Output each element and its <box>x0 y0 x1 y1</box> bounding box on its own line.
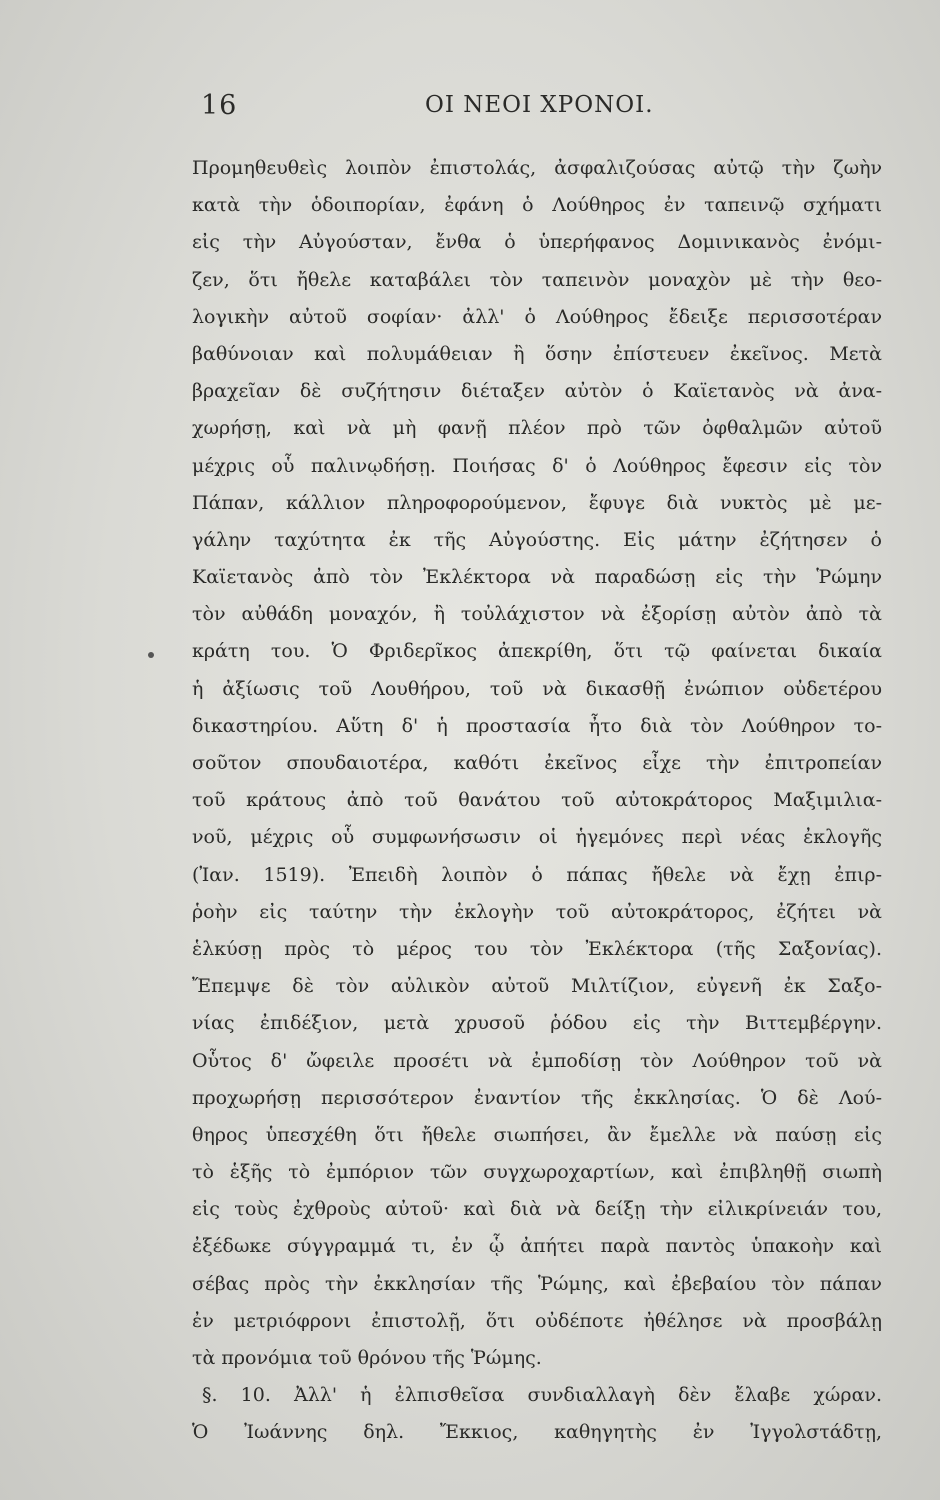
text-line: νίας ἐπιδέξιον, μετὰ χρυσοῦ ῥόδου εἰς τὴν Βιττεμβέργην. <box>192 1012 882 1035</box>
text-line: τὸν αὐθάδη μοναχόν, ἢ τοὐλάχιστον νὰ ἐξορίσῃ αὐτὸν ἀπὸ τὰ <box>192 603 882 626</box>
text-line: ἐξέδωκε σύγγραμμά τι, ἐν ᾧ ἀπήτει παρὰ παντὸς ὑπακοὴν καὶ <box>192 1235 882 1258</box>
section-heading-line: §. 10. Ἀλλ' ἡ ἐλπισθεῖσα συνδιαλλαγὴ δὲν ἔλαβε χώραν. <box>202 1384 882 1407</box>
text-line: εἰς τοὺς ἐχθροὺς αὐτοῦ· καὶ διὰ νὰ δείξῃ τὴν εἰλικρίνειάν του, <box>192 1198 882 1221</box>
text-line: ἐν μετριόφρονι ἐπιστολῇ, ὅτι οὐδέποτε ἠθέλησε νὰ προσβάλῃ <box>192 1309 882 1332</box>
text-line: Προμηθευθεὶς λοιπὸν ἐπιστολάς, ἀσφαλιζούσας αὐτῷ τὴν ζωὴν <box>192 157 882 179</box>
text-line: σοῦτον σπουδαιοτέρα, καθότι ἐκεῖνος εἶχε τὴν ἐπιτροπείαν <box>192 752 882 774</box>
page-number: 16 <box>201 90 238 121</box>
text-line: νοῦ, μέχρις οὗ συμφωνήσωσιν οἱ ἡγεμόνες περὶ νέας ἐκλογῆς <box>192 826 882 849</box>
text-line: δικαστηρίου. Αὕτη δ' ἡ προστασία ἦτο διὰ τὸν Λούθηρον το- <box>192 714 882 737</box>
text-line: Καϊετανὸς ἀπὸ τὸν Ἐκλέκτορα νὰ παραδώσῃ εἰς τὴν Ῥώμην <box>192 566 882 589</box>
text-line: (Ἰαν. 1519). Ἐπειδὴ λοιπὸν ὁ πάπας ἤθελε νὰ ἔχῃ ἐπιρ- <box>192 863 882 886</box>
body-text <box>192 150 882 1452</box>
page-header <box>195 90 875 130</box>
text-line: ἑλκύσῃ πρὸς τὸ μέρος του τὸν Ἐκλέκτορα (τῆς Σαξονίας). <box>192 937 882 960</box>
text-line: ἡ ἀξίωσις τοῦ Λουθήρου, τοῦ νὰ δικασθῇ ἐνώπιον οὐδετέρου <box>192 677 882 700</box>
text-line: γάλην ταχύτητα ἐκ τῆς Αὐγούστης. Εἰς μάτην ἐζήτησεν ὁ <box>192 528 882 551</box>
text-line: σέβας πρὸς τὴν ἐκκλησίαν τῆς Ῥώμης, καὶ ἐβεβαίου τὸν πάπαν <box>192 1272 882 1295</box>
text-line: Ὁ Ἰωάννης δηλ. Ἔκκιος, καθηγητὴς ἐν Ἰγγολστάδτῃ, <box>192 1421 882 1444</box>
text-line: θηρος ὑπεσχέθη ὅτι ἤθελε σιωπήσει, ἂν ἔμελλε νὰ παύσῃ εἰς <box>192 1123 882 1146</box>
text-line: Ἔπεμψε δὲ τὸν αὐλικὸν αὐτοῦ Μιλτίζιον, εὐγενῆ ἐκ Σαξο- <box>192 975 882 998</box>
running-title: ΟΙ ΝΕΟΙ ΧΡΟΝΟΙ. <box>425 92 654 118</box>
text-line: κράτη του. Ὁ Φριδερῖκος ἀπεκρίθη, ὅτι τῷ φαίνεται δικαία <box>192 640 882 663</box>
text-line: εἰς τὴν Αὐγούσταν, ἔνθα ὁ ὑπερήφανος Δομινικανὸς ἐνόμι- <box>192 231 882 254</box>
text-line: μέχρις οὗ παλινῳδήσῃ. Ποιήσας δ' ὁ Λούθηρος ἔφεσιν εἰς τὸν <box>192 454 882 477</box>
text-line: τὸ ἑξῆς τὸ ἐμπόριον τῶν συγχωροχαρτίων, καὶ ἐπιβληθῇ σιωπὴ <box>192 1161 882 1184</box>
text-line: τὰ προνόμια τοῦ θρόνου τῆς Ῥώμης. <box>192 1347 542 1369</box>
text-line: βραχεῖαν δὲ συζήτησιν διέταξεν αὐτὸν ὁ Καϊετανὸς νὰ ἀνα- <box>192 380 882 403</box>
text-line: ζεν, ὅτι ἤθελε καταβάλει τὸν ταπεινὸν μοναχὸν μὲ τὴν θεο- <box>192 268 882 291</box>
margin-dot-mark <box>148 652 154 658</box>
text-line: τοῦ κράτους ἀπὸ τοῦ θανάτου τοῦ αὐτοκράτορος Μαξιμιλια- <box>192 789 882 812</box>
text-line: Οὗτος δ' ὤφειλε προσέτι νὰ ἐμποδίσῃ τὸν Λούθηρον τοῦ νὰ <box>192 1049 882 1072</box>
text-line: λογικὴν αὐτοῦ σοφίαν· ἀλλ' ὁ Λούθηρος ἔδειξε περισσοτέραν <box>192 305 882 328</box>
text-line: ῥοὴν εἰς ταύτην τὴν ἐκλογὴν τοῦ αὐτοκράτορος, ἐζήτει νὰ <box>192 900 882 923</box>
text-line: προχωρήσῃ περισσότερον ἐναντίον τῆς ἐκκλησίας. Ὁ δὲ Λού- <box>192 1086 882 1109</box>
text-line: Πάπαν, κάλλιον πληροφορούμενον, ἔφυγε διὰ νυκτὸς μὲ με- <box>192 491 882 514</box>
text-line: βαθύνοιαν καὶ πολυμάθειαν ἢ ὅσην ἐπίστευεν ἐκεῖνος. Μετὰ <box>192 342 882 365</box>
text-line: κατὰ τὴν ὁδοιπορίαν, ἐφάνη ὁ Λούθηρος ἐν ταπεινῷ σχήματι <box>192 194 882 217</box>
text-line: χωρήσῃ, καὶ νὰ μὴ φανῇ πλέον πρὸ τῶν ὀφθαλμῶν αὐτοῦ <box>192 417 882 440</box>
